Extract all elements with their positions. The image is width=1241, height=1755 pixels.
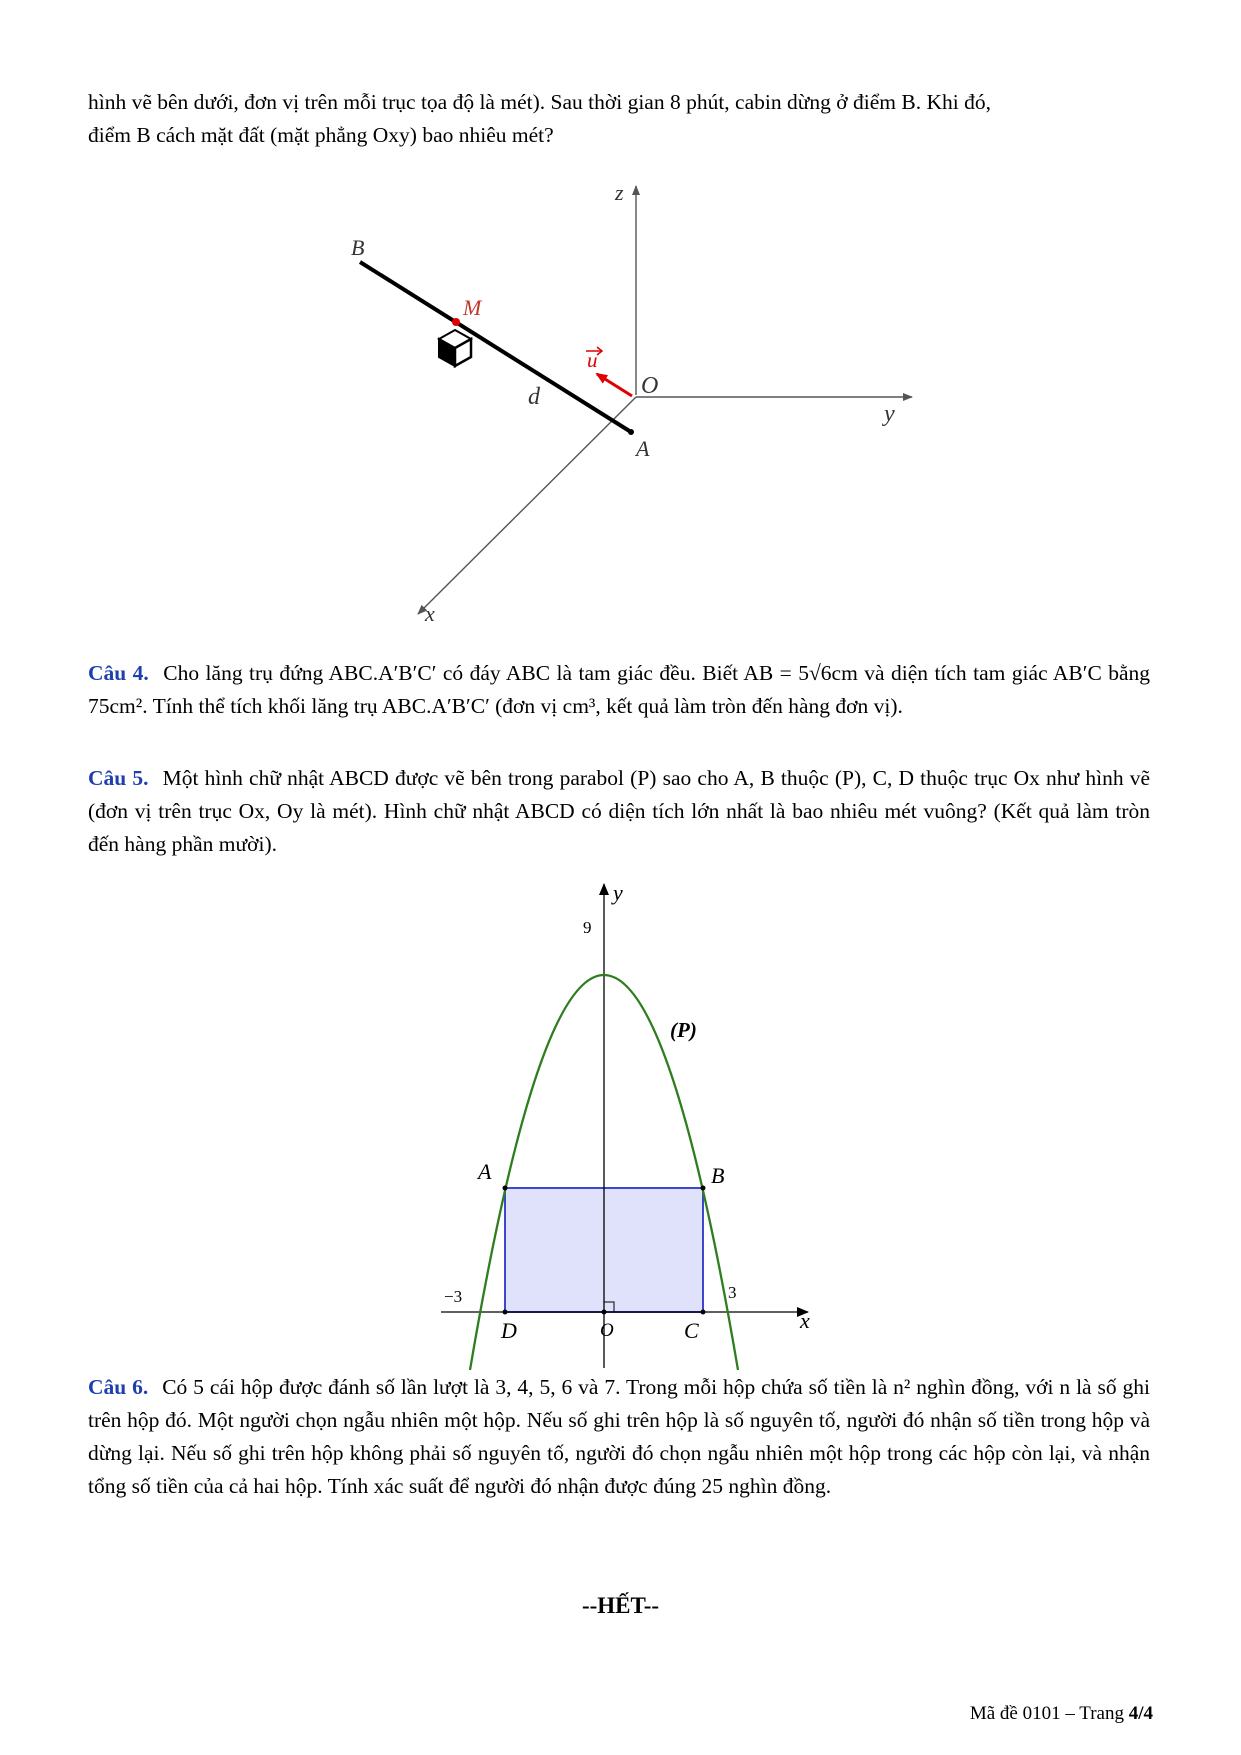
label-z: z bbox=[615, 180, 624, 205]
x-axis bbox=[418, 397, 636, 614]
point-b bbox=[701, 1186, 706, 1191]
label-c: C bbox=[684, 1318, 699, 1343]
question-4-text: Cho lăng trụ đứng ABC.A′B′C′ có đáy ABC là tam giác đều. Biết AB = 5√6cm và diện tích tam giác AB′C bằng 75cm². Tính thể tích khối lăng trụ ABC.A′B′C′ (đơn vị cm³, kết quả làm tròn đến hàng đơn vị). bbox=[88, 661, 1151, 718]
question-6-text: Có 5 cái hộp được đánh số lần lượt là 3, 4, 5, 6 và 7. Trong mỗi hộp chứa số tiền là n² nghìn đồng, với n là số ghi trên hộp đó. Một người chọn ngẫu nhiên một hộp. Nếu số ghi trên hộp là số nguyên tố, người đó nhận số tiền trong hộp và dừng lại. Nếu số ghi trên hộp không phải số nguyên tố, người đó chọn ngẫu nhiên một hộp trong các hộp còn lại, và nhận tổng số tiền của cả hai hộp. Tính xác suất để người đó nhận được đúng 25 nghìn đồng. bbox=[88, 1375, 1151, 1498]
end-marker: --HẾT-- bbox=[581, 1593, 660, 1618]
point-c bbox=[701, 1310, 706, 1315]
point-m bbox=[452, 318, 460, 326]
label-o: O bbox=[641, 373, 659, 399]
label-p: (P) bbox=[670, 1018, 697, 1042]
label-x: x bbox=[425, 601, 435, 626]
intro-line-2: điểm B cách mặt đất (mặt phẳng Oxy) bao nhiêu mét? bbox=[88, 123, 554, 147]
intro-line-1: hình vẽ bên dưới, đơn vị trên mỗi trục tọa độ là mét). Sau thời gian 8 phút, cabin dừng ở điểm B. Khi đó, bbox=[88, 90, 991, 114]
cabin-cube-icon bbox=[439, 330, 471, 366]
question-5-text: Một hình chữ nhật ABCD được vẽ bên trong parabol (P) sao cho A, B thuộc (P), C, D thuộc trục Ox như hình vẽ (đơn vị trên trục Ox, Oy là mét). Hình chữ nhật ABCD có diện tích lớn nhất là bao nhiêu mét vuông? (Kết quả làm tròn đến hàng phần mười). bbox=[88, 766, 1151, 856]
footer-code: Mã đề 0101 – Trang bbox=[969, 1703, 1129, 1724]
figure-parabola bbox=[0, 870, 1241, 1370]
label-y: y bbox=[884, 401, 895, 427]
figure-3d-axes bbox=[0, 0, 1241, 660]
point-a bbox=[503, 1186, 508, 1191]
label-three: 3 bbox=[728, 1283, 737, 1302]
label-y: y bbox=[613, 880, 623, 905]
label-u: u bbox=[587, 348, 598, 372]
point-d bbox=[503, 1310, 508, 1315]
label-a: A bbox=[636, 436, 650, 461]
label-o: O bbox=[600, 1320, 614, 1341]
label-nine: 9 bbox=[583, 918, 592, 937]
question-6-label: Câu 6. bbox=[88, 1375, 149, 1399]
question-5-label: Câu 5. bbox=[88, 766, 149, 790]
point-o bbox=[602, 1310, 607, 1315]
page-footer bbox=[970, 1703, 1153, 1725]
label-a: A bbox=[478, 1159, 492, 1184]
footer-page: 4/4 bbox=[1128, 1703, 1153, 1724]
line-d bbox=[360, 262, 631, 432]
label-b: B bbox=[711, 1163, 725, 1188]
question-4 bbox=[88, 657, 1150, 723]
question-4-label: Câu 4. bbox=[88, 661, 149, 685]
label-minus3: −3 bbox=[444, 1287, 463, 1306]
label-d: D bbox=[501, 1318, 517, 1343]
label-b: B bbox=[351, 235, 365, 260]
point-a bbox=[628, 429, 634, 435]
label-d: d bbox=[528, 384, 540, 410]
question-5 bbox=[88, 762, 1150, 861]
question-6 bbox=[88, 1371, 1150, 1503]
label-m: M bbox=[463, 295, 482, 320]
vector-u bbox=[597, 374, 632, 396]
label-x: x bbox=[800, 1308, 810, 1333]
